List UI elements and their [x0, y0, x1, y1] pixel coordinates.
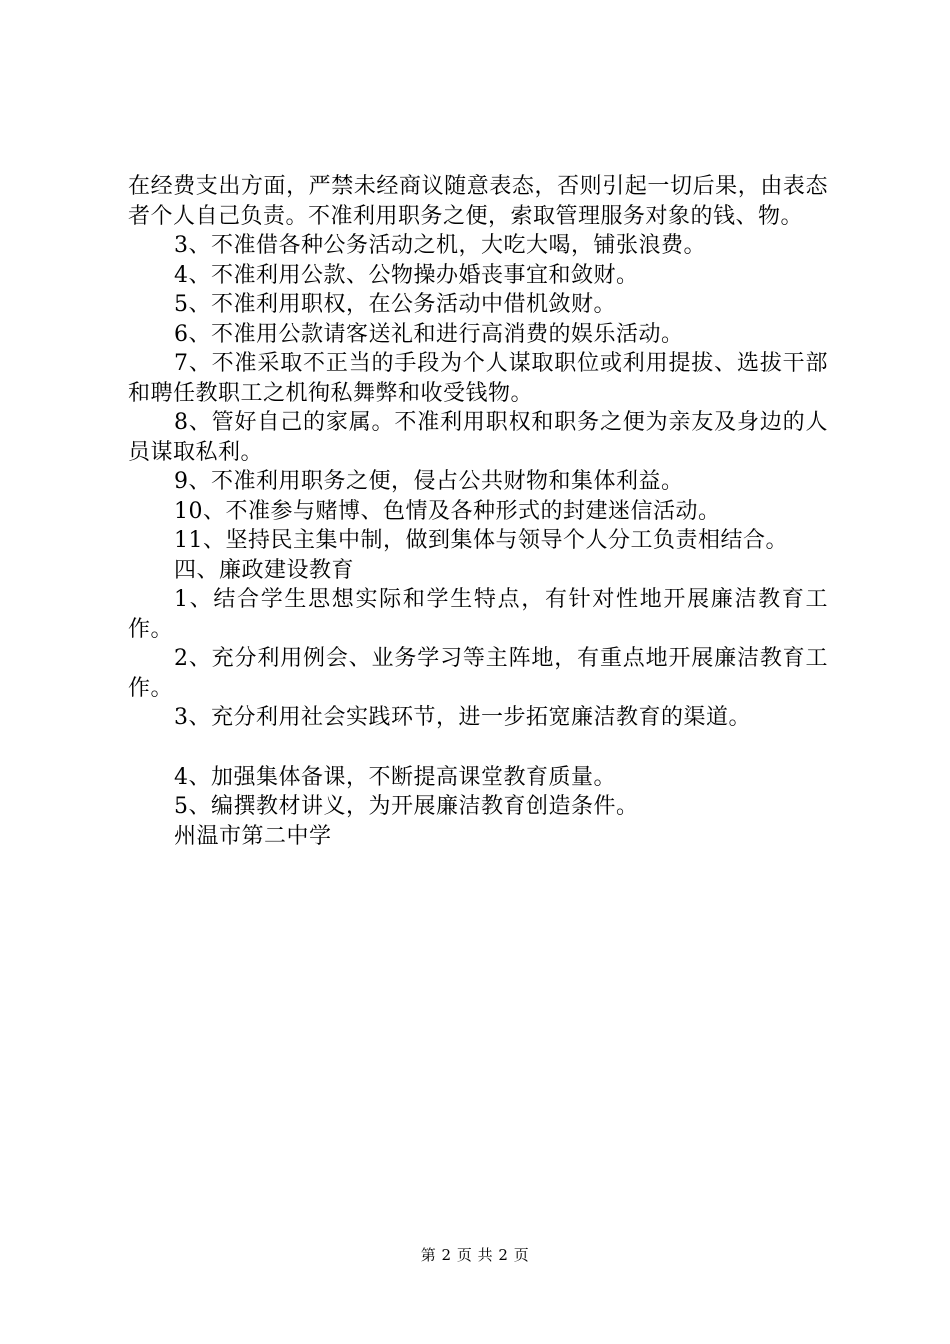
- paragraph-expense-rule: 在经费支出方面，严禁未经商议随意表态，否则引起一切后果，由表态者个人自己负责。不准利用职务之便，索取管理服务对象的钱、物。: [128, 174, 828, 229]
- page-number-label: 第 2 页 共 2 页: [420, 1246, 530, 1264]
- paragraph-education-4: 4、加强集体备课，不断提高课堂教育质量。: [174, 764, 616, 790]
- paragraph-education-3: 3、充分利用社会实践环节，进一步拓宽廉洁教育的渠道。: [174, 705, 751, 730]
- blank-line: [128, 733, 828, 763]
- paragraph-rule-5: 5、不准利用职权，在公务活动中借机敛财。: [174, 292, 616, 317]
- paragraph-rule-6: 6、不准用公款请客送礼和进行高消费的娱乐活动。: [174, 321, 684, 347]
- paragraph-rule-9: 9、不准利用职务之便，侵占公共财物和集体利益。: [174, 469, 684, 494]
- paragraph-rule-10: 10、不准参与赌博、色情及各种形式的封建迷信活动。: [174, 498, 721, 524]
- signature-school-name: 州温市第二中学: [174, 823, 332, 849]
- paragraph-rule-4: 4、不准利用公款、公物操办婚丧事宜和敛财。: [174, 262, 639, 288]
- page-footer: [0, 1244, 950, 1265]
- paragraph-rule-7: 7、不准采取不正当的手段为个人谋取职位或利用提拔、选拔干部和聘任教职工之机徇私舞弊和收受钱物。: [128, 351, 828, 406]
- document-body: [128, 172, 828, 851]
- paragraph-rule-8: 8、管好自己的家属。不准利用职权和职务之便为亲友及身边的人员谋取私利。: [128, 410, 828, 465]
- paragraph-education-1: 1、结合学生思想实际和学生特点，有针对性地开展廉洁教育工作。: [128, 587, 828, 642]
- paragraph-rule-3: 3、不准借各种公务活动之机，大吃大喝，铺张浪费。: [174, 233, 706, 258]
- section-heading-education: 四、廉政建设教育: [174, 557, 355, 583]
- paragraph-education-5: 5、编撰教材讲义，为开展廉洁教育创造条件。: [174, 794, 639, 819]
- paragraph-rule-11: 11、坚持民主集中制，做到集体与领导个人分工负责相结合。: [174, 528, 788, 553]
- paragraph-education-2: 2、充分利用例会、业务学习等主阵地，有重点地开展廉洁教育工作。: [128, 646, 828, 701]
